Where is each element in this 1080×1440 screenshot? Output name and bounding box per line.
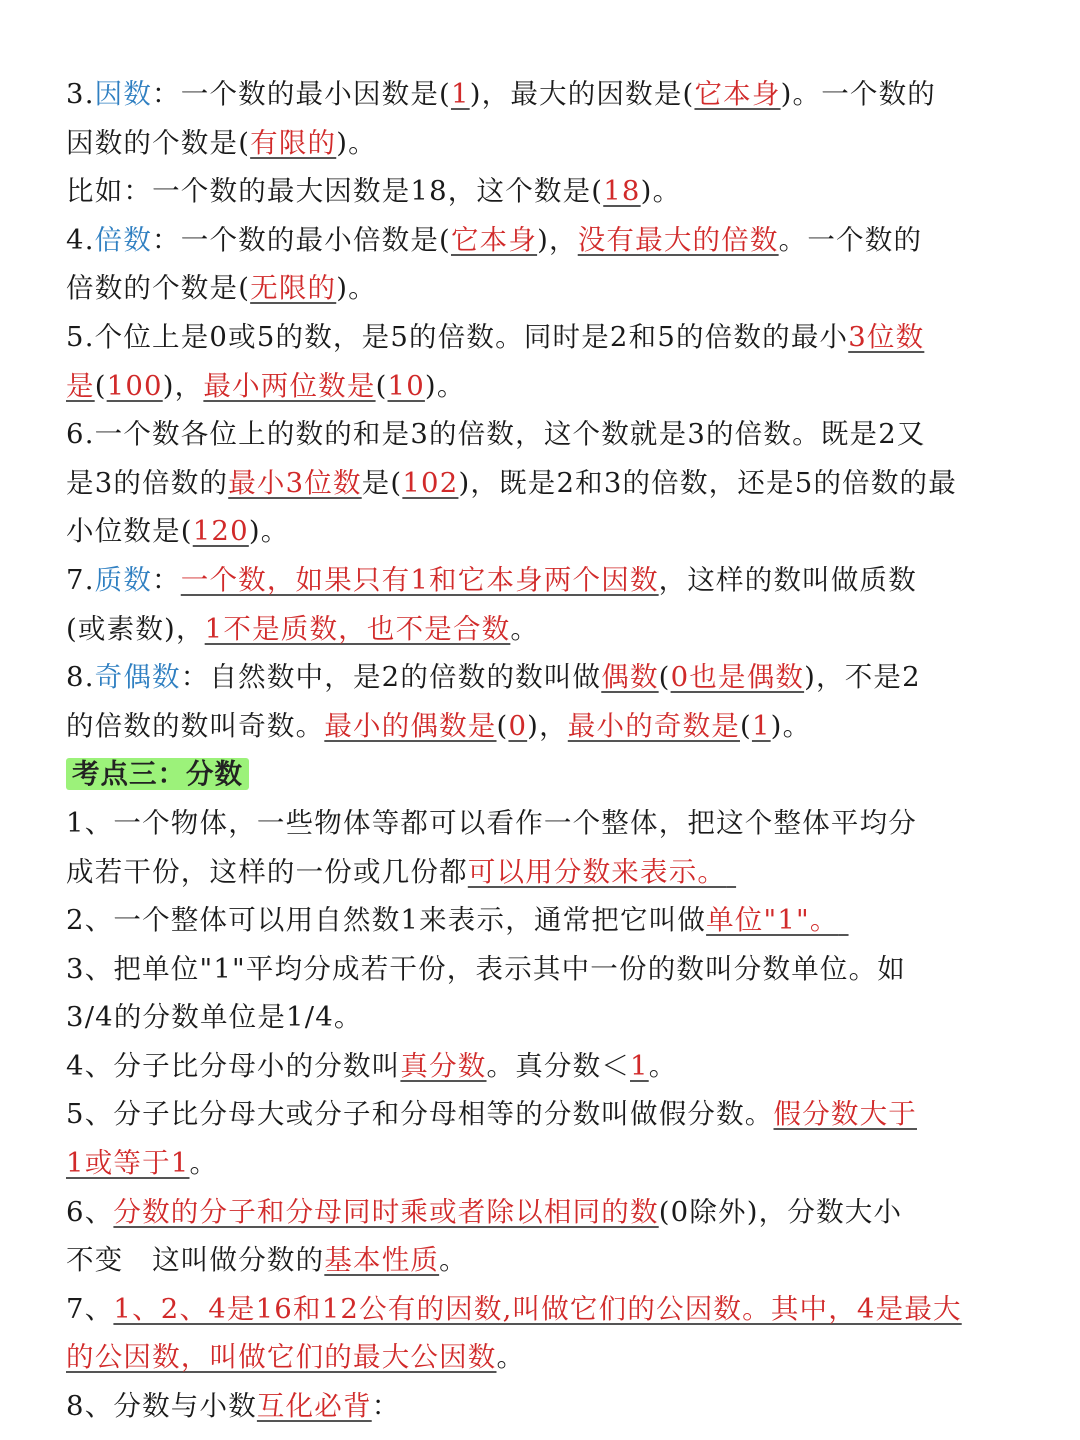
answer-text: 最小的奇数是 — [567, 709, 740, 742]
text-line — [66, 1188, 1016, 1237]
body-text: ( — [740, 709, 752, 742]
answer-text: 一个数，如果只有1和它本身两个因数 — [180, 563, 659, 596]
text-line — [66, 216, 1016, 265]
text-line — [66, 507, 1016, 556]
term-keyword: 因数 — [94, 78, 153, 110]
body-text: ( — [375, 369, 388, 402]
body-text: 。 — [439, 1244, 468, 1277]
body-text: 。 — [510, 612, 540, 645]
body-text: (0除外)，分数大小 — [658, 1195, 903, 1228]
body-text: )。 — [424, 369, 466, 402]
text-line — [66, 362, 1016, 411]
body-text: 。真分数＜ — [486, 1049, 631, 1082]
body-text: )， — [162, 369, 204, 402]
answer-text: 最小两位数是 — [203, 369, 376, 402]
answer-text: 1 — [751, 709, 771, 742]
body-text: ： — [371, 1390, 401, 1423]
answer-text: 1或等于1 — [66, 1147, 190, 1180]
section-heading: 考点三：分数 — [66, 758, 249, 790]
body-text: ：自然数中，是2的倍数的数叫做 — [180, 661, 602, 694]
body-text: 成若干份，这样的一份或几份都 — [66, 855, 468, 888]
body-text: ( — [658, 661, 671, 694]
text-line — [66, 653, 1016, 702]
answer-text: 0也是偶数 — [670, 661, 805, 694]
answer-text: 偶数 — [601, 661, 659, 694]
text-line — [66, 1042, 1016, 1091]
text-line — [66, 70, 1016, 119]
body-text: 6、 — [66, 1195, 114, 1228]
answer-text — [726, 848, 754, 897]
text-line — [66, 702, 1016, 751]
body-text: ：一个数的最小倍数是( — [152, 223, 451, 256]
body-text: 7、 — [66, 1292, 114, 1325]
body-text: 。 — [189, 1147, 219, 1180]
text-line — [66, 167, 1016, 216]
body-text: 是( — [361, 466, 403, 499]
text-line — [66, 799, 1016, 848]
text-line — [66, 896, 1016, 945]
text-line — [66, 264, 1016, 313]
body-text: ( — [496, 709, 509, 742]
body-text: 的倍数的数叫奇数。 — [66, 709, 325, 742]
answer-text: 的公因数，叫做它们的最大公因数 — [66, 1341, 497, 1374]
answer-text: 18 — [603, 175, 641, 208]
answer-text: 真分数 — [400, 1049, 487, 1082]
body-text: 8、分数与小数 — [66, 1390, 257, 1423]
body-text: 3. — [66, 78, 95, 110]
body-text: ，这样的数叫做质数 — [658, 563, 917, 596]
answer-text: 有限的 — [250, 126, 337, 159]
body-text: )，既是2和3的倍数，还是5的倍数的最 — [458, 466, 957, 499]
body-text: 7. — [66, 563, 95, 596]
answer-text: 最小3位数 — [228, 466, 362, 499]
text-line — [66, 1382, 1016, 1431]
text-line — [66, 750, 1016, 799]
answer-text: 3位数 — [848, 320, 925, 353]
answer-text: 100 — [106, 369, 163, 402]
answer-text: 120 — [192, 515, 249, 548]
body-text: 因数的个数是( — [66, 126, 251, 159]
body-text: 3/4的分数单位是1/4。 — [66, 1001, 363, 1034]
term-keyword: 质数 — [94, 563, 153, 596]
body-text: )，最大的因数是( — [469, 78, 695, 110]
answer-text: 它本身 — [694, 78, 781, 110]
answer-text: 它本身 — [450, 223, 538, 256]
body-text: 3、把单位"1"平均分成若干份，表示其中一份的数叫分数单位。如 — [66, 952, 906, 985]
body-text: 8. — [66, 661, 95, 694]
body-text: )。 — [770, 709, 812, 742]
body-text: ：一个数的最小因数是( — [152, 78, 451, 110]
text-line — [66, 1139, 1016, 1188]
text-line — [66, 119, 1016, 168]
body-text: )。 — [336, 126, 377, 159]
text-line — [66, 945, 1016, 994]
body-text: )， — [527, 709, 568, 742]
body-text: 2、一个整体可以用自然数1来表示，通常把它叫做 — [66, 904, 707, 937]
text-line — [66, 1333, 1016, 1382]
answer-text: 1、2、4是16和12公有的因数,叫做它们的公因数。其中，4是最大 — [113, 1292, 962, 1325]
answer-text: 1 — [630, 1049, 649, 1082]
text-line — [66, 1090, 1016, 1139]
body-text: 是3的倍数的 — [66, 466, 229, 499]
body-text: 倍数的个数是( — [66, 272, 251, 305]
term-keyword: 倍数 — [94, 223, 153, 256]
answer-text — [839, 896, 867, 945]
answer-text: 10 — [387, 369, 425, 402]
answer-text: 102 — [402, 466, 459, 499]
text-line — [66, 410, 1016, 459]
body-text: )。 — [640, 175, 682, 208]
text-line — [66, 313, 1016, 362]
answer-text: 最小的偶数是 — [324, 709, 497, 742]
body-text: 。一个数的 — [778, 223, 923, 256]
answer-text: 分数的分子和分母同时乘或者除以相同的数 — [113, 1195, 659, 1228]
body-text: 1、一个物体，一些物体等都可以看作一个整体，把这个整体平均分 — [66, 806, 917, 839]
term-keyword: 奇偶数 — [94, 661, 181, 694]
answer-text: 互化必背 — [256, 1390, 372, 1423]
answer-text: 单位"1"。 — [706, 904, 839, 937]
body-text: 6.一个数各位上的数的和是3的倍数，这个数就是3的倍数。既是2又 — [66, 418, 926, 451]
text-line — [66, 993, 1016, 1042]
body-text: 比如：一个数的最大因数是18，这个数是( — [66, 175, 604, 208]
answer-text: 基本性质 — [324, 1244, 440, 1277]
answer-text: 无限的 — [250, 272, 337, 305]
answer-text: 1 — [450, 78, 470, 110]
text-line — [66, 459, 1016, 508]
body-text: ( — [94, 369, 107, 402]
body-text: 5、分子比分母大或分子和分母相等的分数叫做假分数。 — [66, 1098, 774, 1131]
answer-text: 假分数大于 — [773, 1098, 917, 1131]
body-text: )。 — [336, 272, 377, 305]
body-text: 不变 这叫做分数的 — [66, 1244, 325, 1277]
text-line — [66, 605, 1016, 654]
text-line — [66, 848, 1016, 897]
answer-text: 1不是质数，也不是合数 — [204, 612, 511, 645]
body-text: 小位数是( — [66, 515, 193, 548]
body-text: 。 — [496, 1341, 526, 1374]
answer-text: 0 — [508, 709, 528, 742]
body-text: 。 — [648, 1049, 678, 1082]
body-text: )。一个数的 — [780, 78, 936, 110]
body-text: )。 — [248, 515, 290, 548]
body-text: 4、分子比分母小的分数叫 — [66, 1049, 401, 1082]
body-text: )，不是2 — [804, 661, 921, 694]
answer-text: 可以用分数来表示。 — [467, 855, 727, 888]
answer-text: 没有最大的倍数 — [577, 223, 779, 256]
body-text: ： — [152, 563, 181, 596]
text-line — [66, 1236, 1016, 1285]
body-text: 5.个位上是0或5的数，是5的倍数。同时是2和5的倍数的最小 — [66, 320, 849, 353]
body-text: (或素数)， — [66, 612, 205, 645]
body-text: 4. — [66, 223, 95, 256]
answer-text: 是 — [66, 369, 95, 402]
body-text: )， — [537, 223, 578, 256]
text-line — [66, 556, 1016, 605]
text-line — [66, 1285, 1016, 1334]
